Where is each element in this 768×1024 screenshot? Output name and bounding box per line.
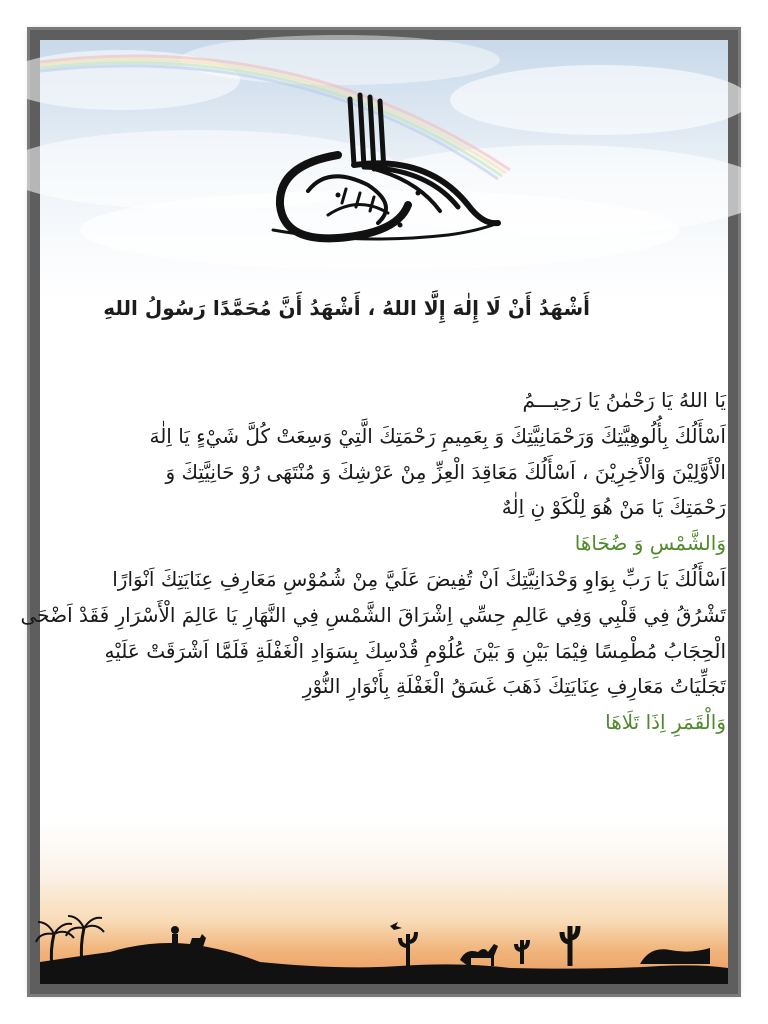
text-line: اَسْأَلُكَ يَا رَبِّ بِوَاوِ وَحْدَانِيَّتِكَ اَنْ تُفِيضَ عَلَيَّ مِنْ شُمُوْسِ مَعَارِفِ عِنَايَتِكَ اَنْوَارًا <box>112 566 726 591</box>
text-line: تَشْرُقُ فِي قَلْبِي وَفِي عَالِمِ حِسِّي اِشْرَاقَ الشَّمْسِ فِي النَّهَارِ يَا عَالِمَ الْأَسْرَارِ فَقَدْ اَضْحَى <box>20 602 726 627</box>
verse-line: وَالْقَمَرِ اِذَا تَلَاهَا <box>605 710 726 735</box>
text-line: يَا اللهُ يَا رَحْمٰنُ يَا رَحِيـــمُ <box>522 388 726 412</box>
verse-line: وَالشَّمْسِ وَ ضُحَاهَا <box>574 531 726 556</box>
dua-text <box>20 383 726 741</box>
text-line: تَجَلِّيَاتُ مَعَارِفِ عِنَايَتِكَ ذَهَبَ غَسَقُ الْغَفْلَةِ بِأَنْوَارِ النُّوْرِ <box>302 674 726 699</box>
document-page <box>20 40 728 984</box>
shahada-heading: أَشْهَدُ أَنْ لَا إِلٰهَ إِلَّا اللهُ ، أَشْهَدُ أَنَّ مُحَمَّدًا رَسُولُ اللهِ <box>103 296 590 320</box>
text-line: اَسْأَلُكَ بِأُلُوهِيَّتِكَ وَرَحْمَانِيَّتِكَ وَ بِعَمِيمِ رَحْمَتِكَ الَّتِيْ وَسِعَتْ كُلَّ شَيْءٍ يَا اِلٰهَ <box>149 423 726 448</box>
desert-silhouette-icon <box>40 870 728 984</box>
text-line: الْأَوَّلِيْنَ وَالْأَخِرِيْنَ ، اَسْأَلُكَ مَعَاقِدَ الْعِزِّ مِنْ عَرْشِكَ وَ مُنْتَهَى رُوْ حَانِيَّتِكَ وَ <box>165 459 726 484</box>
bismillah-calligraphy-icon <box>268 95 508 255</box>
text-line: رَحْمَتِكَ يَا مَنْ هُوَ لِلْكَوْ نِ اِلٰهٌ <box>501 495 726 520</box>
text-line: الْحِجَابُ مُطْمِسًا فِيْمَا بَيْنِ وَ بَيْنَ عُلُوْمِ قُدْسِكَ بِسَوَادِ الْغَفْلَةِ فَلَمَّا اَشْرَقَتْ عَلَيْهِ <box>104 638 726 663</box>
